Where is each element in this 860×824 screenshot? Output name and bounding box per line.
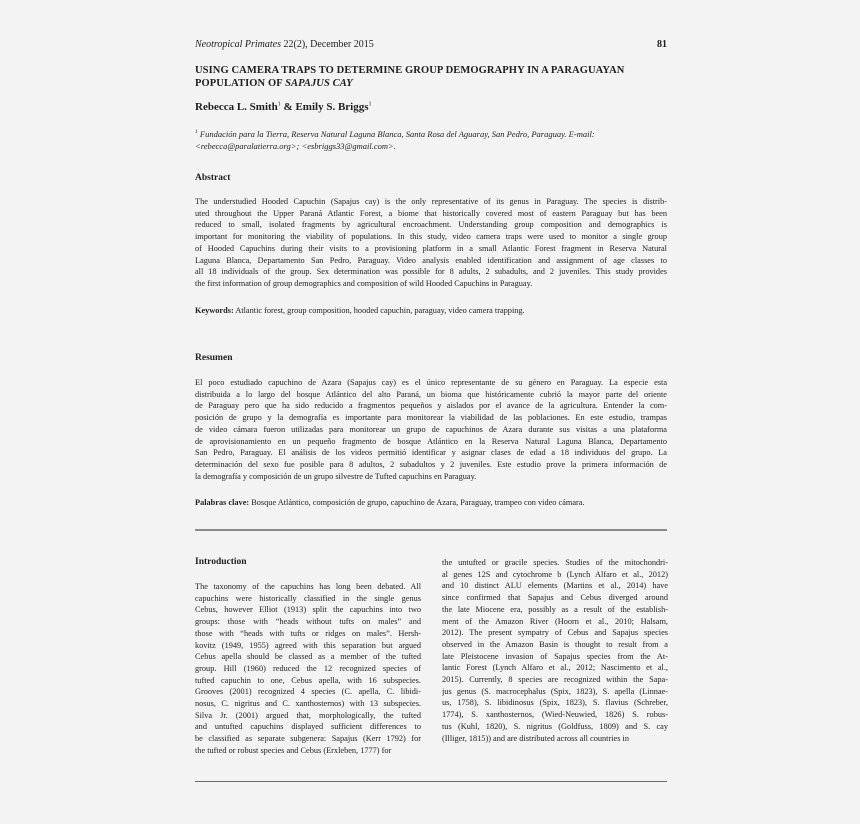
resumen-line: El poco estudiado capuchino de Azara (Sapajus cay) es el único representante de su género en Paraguay. La especie esta: [195, 378, 667, 387]
abstract-line: important for monitoring the viability of populations. In this study, video camera traps were used to monitor a single group: [195, 232, 667, 242]
keywords: [195, 305, 667, 317]
footer-divider: [195, 781, 667, 782]
intro-right-line: the late Miocene era, possibly as a result of the establish-: [442, 604, 668, 614]
intro-left-line: group. Hill (1960) reduced the 12 recognized species of: [195, 663, 421, 673]
intro-right-line: lantic Forest (Lynch Alfaro et al., 2012; Nascimento et al.,: [442, 663, 668, 673]
resumen-line: distribuida a lo largo del bosque Atlántico del alto Paraná, un bioma que históricamente cubrió la mayor parte del oriente: [195, 389, 667, 399]
resumen-line: San Pedro, Paraguay. El análisis de los videos permitió identificar y asignar clases de edad a 18 individuos del grupo. La: [195, 448, 667, 458]
abstract-line: of Hooded Capuchins during their visits to a provisioning platform in a small Atlantic Forest fragment in Reserva Natural: [195, 243, 667, 253]
palabras-clave-text: Bosque Atlántico, composición de grupo, capuchino de Azara, Paraguay, trampeo con video cámara.: [249, 498, 585, 507]
affiliation: [195, 126, 667, 152]
abstract-line: Laguna Blanca, Departamento San Pedro, Paraguay. Video analysis enabled identification and assignment of age classes to: [195, 255, 667, 265]
intro-right-column: [442, 557, 668, 744]
intro-right-line: and 10 distinct ALU elements (Martins et al., 2014) have: [442, 581, 668, 591]
intro-right-line: us, 1758), S. libidinosus (Spix, 1823), S. flavius (Schreber,: [442, 698, 668, 708]
intro-left-line: groups: those with “heads without tufts on males” and: [195, 617, 421, 627]
palabras-clave: [195, 497, 667, 509]
resumen-line: la demografía y composición de un grupo silvestre de Tufted capuchins en Paraguay.: [195, 471, 477, 481]
author-affiliation-mark: 1: [368, 101, 372, 108]
resumen-line: de Paraguay pero que ha sido reducido a fragmentos pequeños y aislados por el avance de la agricultura. Entender la com-: [195, 401, 667, 411]
keywords-text: Atlantic forest, group composition, hooded capuchin, paraguay, video camera trapping.: [233, 306, 525, 315]
author-name: Emily S. Briggs: [295, 101, 369, 113]
intro-left-line: Grooves (2001) recognized 4 species (C. apella, C. libidi-: [195, 687, 421, 697]
keywords-label: Keywords:: [195, 306, 234, 315]
intro-left-line: kovitz (1949, 1955) agreed with this separation but argued: [195, 640, 421, 650]
intro-left-line: Cebus, however Elliot (1913) split the capuchins into two: [195, 605, 421, 615]
palabras-clave-label: Palabras clave:: [195, 498, 250, 507]
affiliation-line-1: Fundación para la Tierra, Reserva Natural Laguna Blanca, Santa Rosa del Aguaray, San Pedro, Paraguay. E-mail:: [197, 128, 595, 139]
intro-left-column: [195, 581, 421, 757]
abstract-line: all 18 individuals of the group. Sex determination was possible for 8 adults, 2 subadults, and 2 juveniles. This study provides: [195, 267, 667, 277]
intro-left-line: The taxonomy of the capuchins has long been debated. All: [195, 582, 421, 591]
intro-right-line: 2015). Currently, 8 species are recognized within the Sapa-: [442, 675, 668, 685]
resumen-line: de video cámara fueron utilizadas para monitorear un grupo de capuchinos de Azara durante sus visitas a una plataforma: [195, 424, 667, 434]
intro-right-line: ment of the Amazon River (Hoorn et al., 2010; Halsam,: [442, 616, 668, 626]
abstract-line: the first information of group demographics and composition of wild Hooded Capuchins in Paraguay.: [195, 278, 533, 288]
intro-left-line: Silva Jr. (2001) argued that, morphologically, the tufted: [195, 710, 421, 720]
abstract-line: reduced to small, isolated fragments by agricultural encroachment. Understanding group composition and demographics is: [195, 220, 667, 230]
resumen-body: [195, 377, 667, 482]
intro-left-line: Cebus apella should be classed as a member of the tufted: [195, 652, 421, 662]
resumen-line: determinación del sexo fue posible para 8 adultos, 2 subadultos y 2 juveniles. Este estudio prove la primera información de: [195, 459, 667, 469]
page-number: 81: [657, 39, 667, 50]
intro-right-line: tus (Kuhl, 1820), S. nigritus (Goldfuss, 1809) and S. cay: [442, 721, 668, 731]
resumen-line: de aprovisionamiento en un pequeño fragmento de bosque Atlántico en la Reserva Natural Laguna Blanca, Departamento: [195, 436, 667, 446]
section-divider: [195, 529, 667, 531]
author-list: [195, 101, 667, 113]
running-head: [195, 39, 667, 53]
intro-right-line: jus genus (S. macrocephalus (Spix, 1823), S. apella (Linnae-: [442, 686, 668, 696]
abstract-body: [195, 196, 667, 290]
affiliation-emails: <rebecca@paralatierra.org>; <esbriggs33@gmail.com>.: [195, 140, 396, 151]
intro-right-line: since confirmed that Sapajus and Cebus diverged around: [442, 593, 668, 603]
intro-right-line: the untufted or gracile species. Studies of the mitochondri-: [442, 558, 668, 567]
intro-left-line: tufted capuchin to one, Cebus apella, with 16 subspecies.: [195, 675, 421, 685]
journal-citation: Neotropical Primates 22(2), December 2015: [195, 39, 374, 50]
affiliation-mark: 1: [195, 129, 198, 135]
intro-left-line: be classified as separate subgenera: Sapajus (Kerr 1792) for: [195, 734, 421, 744]
title-line-2-prefix: POPULATION OF: [195, 78, 286, 89]
author-affiliation-mark: 1: [277, 101, 281, 108]
intro-left-line: nosus, C. nigritus and C. xanthosternos) with 13 subspecies.: [195, 699, 421, 709]
author-name: Rebecca L. Smith: [195, 101, 278, 113]
intro-right-line: observed in the Amazon Basin is thought to result from a: [442, 639, 668, 649]
abstract-heading: Abstract: [195, 173, 231, 183]
intro-right-line: (Illiger, 1815)) and are distributed across all countries in: [442, 733, 629, 743]
author-separator: &: [280, 101, 296, 113]
intro-right-line: al genes 12S and cytochrome b (Lynch Alfaro et al., 2012): [442, 569, 668, 579]
introduction-heading: Introduction: [195, 557, 247, 567]
intro-left-line: the tufted or robust species and Cebus (Erxleben, 1777) for: [195, 745, 392, 755]
title-species: SAPAJUS CAY: [285, 78, 353, 89]
intro-left-line: and untufted capuchins displayed sufficient differences to: [195, 722, 421, 732]
intro-left-line: those with “heads with tufts or ridges on males”. Hersh-: [195, 628, 421, 638]
intro-right-line: 2012). The present sympatry of Cebus and Sapajus species: [442, 628, 668, 638]
resumen-line: posición de grupo y la demografía es importante para monitorear la viabilidad de las poblaciones. En este estudio, trampas: [195, 413, 667, 423]
intro-right-line: late Pleistocene invasion of Sapajus species from the At-: [442, 651, 668, 661]
article-title: [195, 64, 667, 90]
resumen-heading: Resumen: [195, 353, 233, 363]
intro-right-line: 1774), S. xanthosternos, (Wied-Neuwied, 1826) S. robus-: [442, 710, 668, 720]
abstract-line: The understudied Hooded Capuchin (Sapajus cay) is the only representative of its genus in Paraguay. The species is distrib-: [195, 197, 667, 206]
title-line-1: USING CAMERA TRAPS TO DETERMINE GROUP DEMOGRAPHY IN A PARAGUAYAN: [195, 65, 625, 76]
intro-left-line: capuchins were historically classified in the single genus: [195, 593, 421, 603]
abstract-line: uted throughout the Upper Paraná Atlantic Forest, a biome that historically covered most of eastern Paraguay but has been: [195, 208, 667, 218]
